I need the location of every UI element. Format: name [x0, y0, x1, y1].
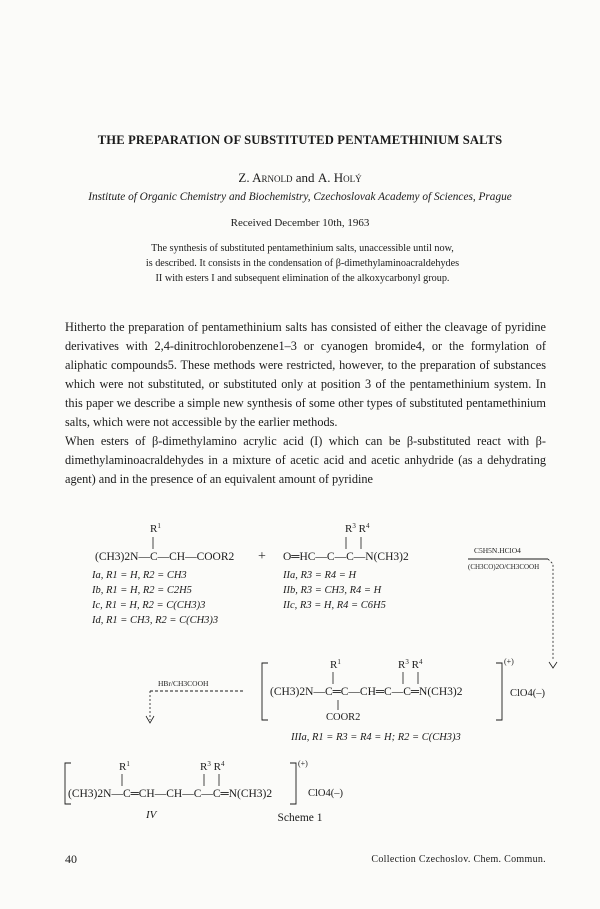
compound-ii: O═HC—C—C—N(CH3)2 — [283, 551, 409, 563]
label-r3r4: $R^3$ $R^4$ — [200, 760, 225, 773]
compound-iv: (CH3)2N—C═CH—CH—C—C═N(CH3)2 — [68, 788, 273, 800]
author-conjunction: and — [292, 170, 318, 185]
compound-id: Id, R1 = CH3, R2 = C(CH3)3 — [92, 615, 219, 626]
compound-iiia: IIIa, R1 = R3 = R4 = H; R2 = C(CH3)3 — [291, 732, 461, 743]
positive-charge: (+) — [504, 657, 514, 666]
label-r3r4: $R^3$ $R^4$ — [398, 658, 423, 671]
compound-iib: IIb, R3 = CH3, R4 = H — [283, 585, 382, 596]
reagent-hbr: HBr/CH3COOH — [158, 679, 209, 688]
label-r1: $R^1$ — [150, 522, 161, 535]
compound-iv-label: IV — [146, 809, 157, 821]
compound-iic: IIc, R3 = H, R4 = C6H5 — [283, 600, 386, 611]
journal-name: Collection Czechoslov. Chem. Commun. — [371, 854, 546, 865]
author-arnold: Z. Arnold — [238, 170, 293, 185]
label-r1: $R^1$ — [119, 760, 130, 773]
received-date: Received December 10th, 1963 — [230, 217, 370, 229]
article-title: THE PREPARATION OF SUBSTITUTED PENTAMETHINIUM SALTS — [97, 133, 503, 147]
label-r3r4: $R^3$ $R^4$ — [345, 522, 370, 535]
plus-sign: + — [258, 549, 266, 564]
reagent-anhydride: (CH3CO)2O/CH3COOH — [468, 563, 540, 571]
scheme-drawing — [0, 520, 600, 860]
left-bracket — [262, 663, 268, 720]
compound-iii: (CH3)2N—C═C—CH═C—C═N(CH3)2 — [270, 686, 463, 698]
perchlorate-anion: ClO4(–) — [308, 788, 343, 799]
body-paragraph: When esters of β-dimethylamino acrylic acid (I) which can be β-substituted react with β-dimethylaminoacraldehydes in a mixture of acetic acid and acetic anhydride (as a dehydrating agent) and in the presence of an equivalent amount of pyridine — [65, 434, 546, 486]
abstract — [100, 241, 505, 286]
perchlorate-anion: ClO4(–) — [510, 688, 545, 699]
right-bracket — [496, 663, 502, 720]
positive-charge: (+) — [298, 759, 308, 768]
scheme-caption: Scheme 1 — [277, 812, 323, 824]
compound-ic: Ic, R1 = H, R2 = C(CH3)3 — [92, 600, 206, 611]
body-text — [65, 318, 546, 489]
reagent-pyridinium: C5H5N.HClO4 — [474, 546, 521, 555]
compound-ia: Ia, R1 = H, R2 = CH3 — [92, 570, 187, 581]
cooR2-group: COOR2 — [326, 712, 361, 723]
abstract-line: II with esters I and subsequent elimination of the alkoxycarbonyl group. — [155, 273, 450, 284]
abstract-line: The synthesis of substituted pentamethinium salts, unaccessible until now, — [151, 243, 454, 254]
compound-iia: IIa, R3 = R4 = H — [283, 570, 357, 581]
author-holy: A. Holý — [317, 170, 362, 185]
label-r1: $R^1$ — [330, 658, 341, 671]
arrow-path — [548, 559, 553, 660]
authors-line — [0, 170, 600, 186]
right-bracket — [290, 763, 296, 804]
compound-ib: Ib, R1 = H, R2 = C2H5 — [92, 585, 192, 596]
abstract-line: is described. It consists in the condensation of β-dimethylaminoacraldehydes — [145, 258, 460, 269]
reaction-scheme — [0, 520, 600, 860]
arrowhead — [549, 662, 557, 668]
body-paragraph: Hitherto the preparation of pentamethinium salts has consisted of either the cleavage of pyridine derivatives with 2,4-dinitrochlorobenzene1–3 or cyanogen bromide4, or the formylation of aliphatic compounds5. These methods were restricted, however, to the preparation of substances which were not substituted, or substituted only at position 3 of the pentamethinium system. In this paper we describe a simple new synthesis of some other types of substituted pentamethinium salts, which were not accessible by the earlier methods. — [65, 320, 546, 429]
compound-i: (CH3)2N—C—CH—COOR2 — [95, 551, 235, 563]
affiliation: Institute of Organic Chemistry and Biochemistry, Czechoslovak Academy of Sciences, Prague — [88, 191, 512, 203]
page-number: 40 — [65, 852, 77, 866]
